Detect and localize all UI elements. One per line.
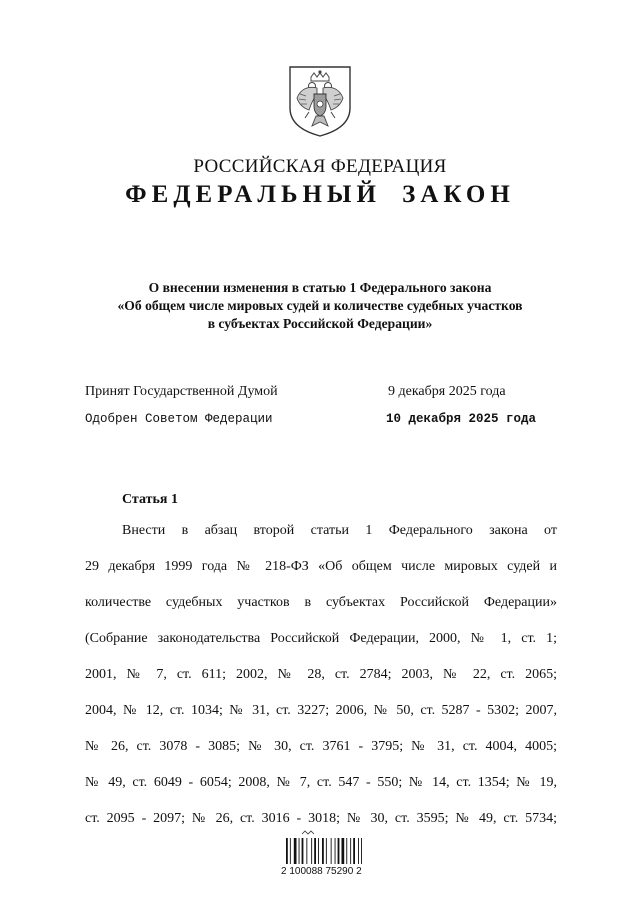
- barcode-number: 2 100088 75290 2: [281, 866, 362, 877]
- article-line: № 49, ст. 6049 - 6054; 2008, № 7, ст. 547 - 550; № 14, ст. 1354; № 19,: [85, 775, 557, 790]
- country-name: РОССИЙСКАЯ ФЕДЕРАЦИЯ: [193, 156, 447, 177]
- article-line: 2001, № 7, ст. 611; 2002, № 28, ст. 2784; 2003, № 22, ст. 2065;: [85, 667, 557, 682]
- document-type: ФЕДЕРАЛЬНЫЙ ЗАКОН: [125, 181, 515, 208]
- article-body: [85, 521, 557, 845]
- adopted-label: Принят Государственной Думой: [85, 384, 278, 399]
- article-line: количестве судебных участков в субъектах Российской Федерации»: [85, 595, 557, 610]
- law-title: [80, 279, 560, 333]
- law-title-line: в субъектах Российской Федерации»: [207, 316, 433, 331]
- article-heading: Статья 1: [122, 492, 178, 507]
- article-line: ст. 2095 - 2097; № 26, ст. 3016 - 3018; № 30, ст. 3595; № 49, ст. 5734;: [85, 811, 557, 826]
- article-line: № 26, ст. 3078 - 3085; № 30, ст. 3761 - 3795; № 31, ст. 4004, 4005;: [85, 739, 557, 754]
- article-line: (Собрание законодательства Российской Федерации, 2000, № 1, ст. 1;: [85, 631, 557, 646]
- approved-label: Одобрен Советом Федерации: [85, 412, 273, 426]
- adopted-date: 9 декабря 2025 года: [388, 384, 506, 399]
- law-title-line: О внесении изменения в статью 1 Федерального закона: [148, 280, 492, 295]
- law-title-line: «Об общем числе мировых судей и количестве судебных участков: [117, 298, 523, 313]
- coat-of-arms-icon: [287, 64, 353, 138]
- approved-date: 10 декабря 2025 года: [386, 412, 537, 426]
- article-line: 29 декабря 1999 года № 218-ФЗ «Об общем числе мировых судей и: [85, 559, 557, 574]
- article-line: Внести в абзац второй статьи 1 Федерального закона от: [122, 523, 557, 538]
- article-line: 2004, № 12, ст. 1034; № 31, ст. 3227; 2006, № 50, ст. 5287 - 5302; 2007,: [85, 703, 557, 718]
